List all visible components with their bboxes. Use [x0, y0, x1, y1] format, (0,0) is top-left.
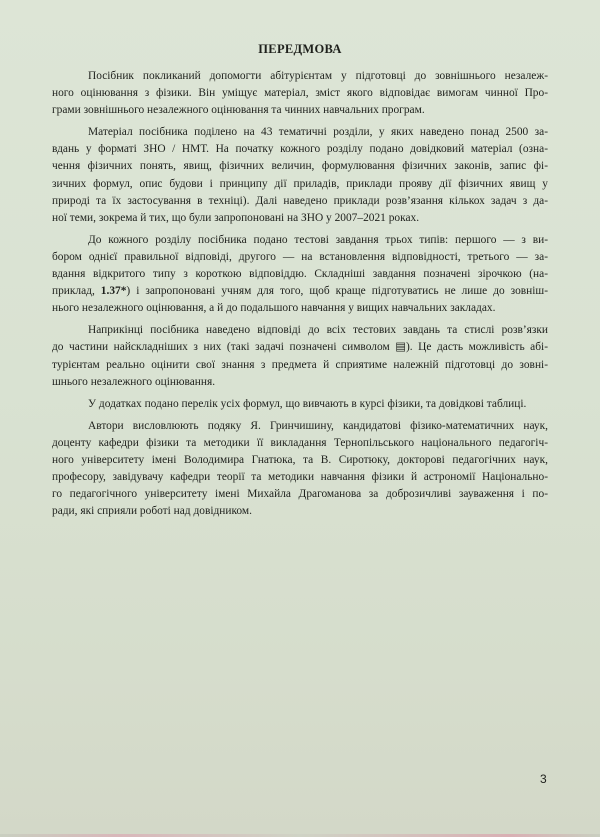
text-line: вдання відкритого типу з короткою відповіддю. Складніші завдання позначені зірочкою (на-: [52, 268, 548, 281]
text-line: нього незалежного оцінювання, а й до подальшого навчання у вищих навчальних закладах.: [52, 302, 496, 315]
text-line: Посібник покликаний допомогти абітурієнтам у підготовці до зовнішнього незалеж-: [88, 70, 548, 82]
text-line: ного університету імені Володимира Гнатюка, та В. Сиротюку, докторові педагогічних наук,: [52, 453, 548, 466]
text-line: природі та їх застосування в техніці). Далі наведено приклади розв’язання кількох задач з да-: [52, 194, 548, 207]
paragraph-structure: [52, 124, 548, 227]
text-line: У додатках подано перелік усіх формул, що вивчають в курсі фізики, та довідкові таблиці.: [88, 397, 527, 410]
paragraph-appendix: [52, 396, 548, 413]
text-line: доценту кафедри фізики та методики її викладання Тернопільського національного педагогіч-: [52, 436, 548, 449]
text-line: ної теми, зокрема й тих, що були запропоновані на ЗНО у 2007–2021 роках.: [52, 211, 420, 224]
paragraph-purpose: [52, 68, 548, 119]
paragraph-acknowledgements: [52, 418, 548, 521]
text-line: Автори висловлюють подяку Я. Гринчишину, кандидатові фізико-математичних наук,: [88, 419, 548, 432]
text-line: Наприкінці посібника наведено відповіді до всіх тестових завдань та стислі розв’язки: [88, 324, 548, 337]
text-line: приклад, 1.37*) і запропоновані учням для того, щоб краще підготуватись не лише до зовніш-: [52, 285, 548, 298]
text-line: го педагогічного університету імені Михайла Драгоманова за доброзичливі зауваження і по-: [52, 488, 548, 501]
text-line: турієнтам реально оцінити свої знання з предмета й сприятиме належній підготовці до зовні-: [52, 358, 548, 371]
text-line: ного оцінювання з фізики. Він уміщує матеріал, зміст якого відповідає вимогам чинної Про-: [52, 87, 548, 100]
text-line: зичних формул, опис будови і принципу дії приладів, приклади прояву дії фізичних явищ у: [52, 177, 548, 190]
page-number: 3: [540, 772, 547, 786]
text-line: бором однієї правильної відповіді, другого — на встановлення відповідності, третього — за-: [52, 250, 548, 263]
text-line: грами зовнішнього незалежного оцінювання та чинних навчальних програм.: [52, 104, 425, 117]
text-line: вдань у форматі ЗНО / НМТ. На початку кожного розділу подано довідковий матеріал (озна-: [52, 143, 548, 156]
text-line: Матеріал посібника поділено на 43 тематичні розділи, у яких наведено понад 2500 за-: [88, 126, 548, 139]
example-task-number: 1.37*: [100, 285, 127, 298]
text-line: шнього незалежного оцінювання.: [52, 375, 216, 388]
text-line: до частини найскладніших з них (такі задачі позначені символом ▤). Це дасть можливість абі-: [52, 341, 548, 354]
preface-body: [52, 68, 548, 525]
text-line: професору, завідувачу кафедри теорії та методики навчання фізики й астрономії Національно-: [52, 471, 548, 484]
text-line: До кожного розділу посібника подано тестові завдання трьох типів: першого — з ви-: [88, 233, 548, 246]
text-line: чення фізичних понять, явищ, фізичних величин, формулювання фізичних законів, запис фі-: [52, 160, 548, 173]
text-line: ради, які сприяли роботі над довідником.: [52, 505, 252, 518]
paragraph-test-types: [52, 232, 548, 317]
page-title: ПЕРЕДМОВА: [258, 42, 342, 56]
paragraph-answers: [52, 322, 548, 390]
